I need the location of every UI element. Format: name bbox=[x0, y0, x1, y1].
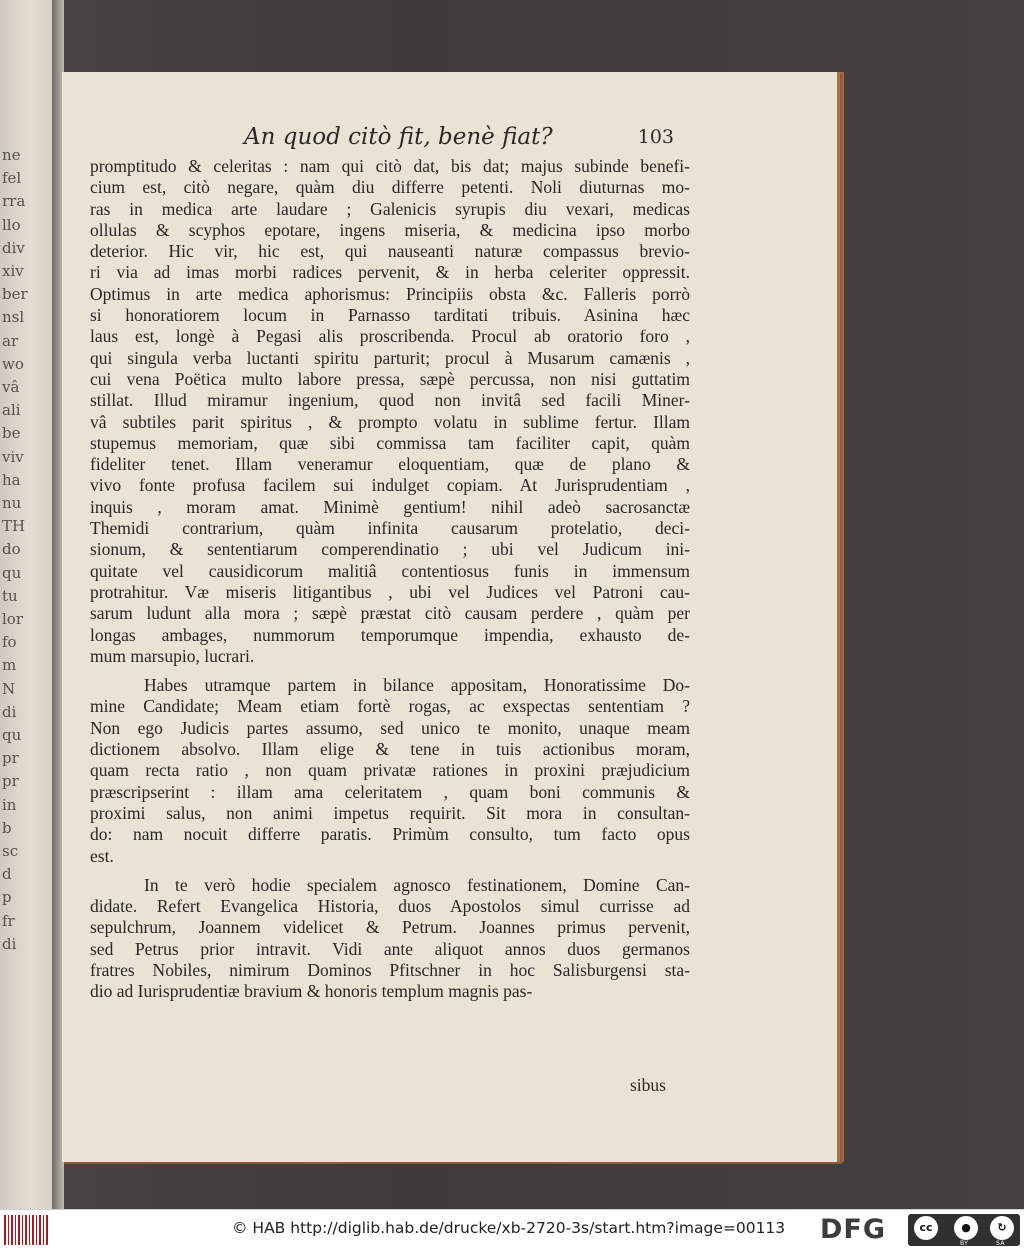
book-page bbox=[62, 72, 840, 1162]
previous-page-fragment: p bbox=[2, 890, 12, 906]
previous-page-fragment: ha bbox=[2, 472, 21, 488]
dfg-logo: DFG bbox=[820, 1214, 887, 1245]
previous-page-fragment: lor bbox=[2, 612, 23, 627]
text-line: fideliter tenet. Illam veneramur eloquentiam, quæ de plano & bbox=[90, 454, 690, 475]
page-number: 103 bbox=[637, 126, 674, 148]
previous-page-fragment: rra bbox=[2, 194, 26, 210]
text-line: do: nam nocuit differre paratis. Primùm consulto, tum facto opus bbox=[90, 824, 690, 845]
previous-page-fragment: div bbox=[2, 240, 25, 256]
text-line: proximi salus, non animi impetus requirit. Sit mora in consultan- bbox=[90, 802, 690, 823]
text-line: mum marsupio, lucrari. bbox=[90, 645, 255, 666]
previous-page-fragment: b bbox=[2, 820, 12, 836]
previous-page-fragment: m bbox=[2, 658, 17, 674]
footer-bar bbox=[0, 1209, 1024, 1250]
text-line: dio ad Iurisprudentiæ bravium & honoris templum magnis pas- bbox=[90, 981, 533, 1002]
text-line: Non ego Judicis partes assumo, sed unico te monito, unaque meam bbox=[90, 717, 690, 738]
text-line: stillat. Illud miramur ingenium, quod non invitâ sed facili Miner- bbox=[90, 390, 690, 411]
previous-page-fragment: d bbox=[2, 867, 12, 883]
text-line: laus est, longè à Pegasi alis proscribenda. Procul ab oratorio foro , bbox=[90, 326, 690, 347]
text-line: sed Petrus prior intravit. Vidi ante aliquot annos duos germanos bbox=[90, 938, 690, 959]
text-line: stupemus memoriam, quæ sibi commissa tam faciliter capit, quàm bbox=[90, 432, 690, 453]
previous-page-fragment: nu bbox=[2, 496, 22, 511]
cc-license-badge[interactable] bbox=[908, 1214, 1020, 1246]
running-title: An quod citò fit, benè fiat? bbox=[244, 124, 553, 150]
previous-page-fragment: di bbox=[2, 704, 17, 720]
text-line: est. bbox=[90, 845, 114, 866]
previous-page-fragment: xiv bbox=[2, 264, 24, 279]
previous-page-fragment: N bbox=[2, 681, 16, 697]
text-line: Themidi contrarium, quàm infinita causarum protelatio, deci- bbox=[90, 518, 690, 539]
text-line: protrahitur. Væ miseris litigantibus , ubi vel Judices vel Patroni cau- bbox=[90, 581, 690, 602]
text-line: ollulas & scyphos epotare, ingens miseria, & medicina ipso morbo bbox=[90, 219, 690, 240]
text-line: deterior. Hic vir, hic est, qui nauseanti naturæ compassus brevio- bbox=[90, 241, 690, 262]
text-line: si honoratiorem locum in Parnasso tarditati tribuis. Asinina hæc bbox=[90, 305, 690, 326]
text-line: præscripserint : illam ama celeritatem , quam boni communis & bbox=[90, 781, 690, 802]
previous-page-fragment: fel bbox=[2, 171, 22, 187]
text-line: ri via ad imas morbi radices pervenit, & in herba celeriter oppressit. bbox=[90, 262, 690, 283]
text-line: cui vena Poëtica multo labore pressa, sæpè percussa, non nisi guttatim bbox=[90, 368, 690, 389]
previous-page-fragment: fo bbox=[2, 635, 17, 651]
text-line: quitate vel causidicorum malitiâ contentiosus funis in immensum bbox=[90, 560, 690, 581]
previous-page-fragment: ali bbox=[2, 403, 21, 419]
text-line: vâ subtiles parit spiritus , & prompto volatu in sublime fertur. Illam bbox=[90, 411, 690, 432]
previous-page-fragment: viv bbox=[2, 449, 24, 465]
catchword: sibus bbox=[630, 1075, 666, 1095]
text-line: sarum ludunt alla mora ; sæpè præstat citò causam perdere , quàm per bbox=[90, 603, 690, 624]
text-line: qui singula verba luctanti spiritu parturit; procul à Musarum camænis , bbox=[90, 347, 690, 368]
text-line: inquis , moram amat. Minimè gentium! nihil adeò sacrosanctæ bbox=[90, 496, 690, 517]
previous-page-fragment: nsl bbox=[2, 310, 25, 326]
paragraph-gap bbox=[90, 667, 690, 675]
text-line: promptitudo & celeritas : nam qui citò dat, bis dat; majus subinde benefi- bbox=[90, 156, 690, 176]
text-line: cium est, citò negare, quàm diu differre petenti. Noli diuturnas mo- bbox=[90, 177, 690, 198]
previous-page-fragment: wo bbox=[2, 356, 24, 372]
previous-page-fragment: ber bbox=[2, 287, 28, 303]
text-line: sepulchrum, Joannem videlicet & Petrum. Joannes primus pervenit, bbox=[90, 917, 690, 938]
previous-page-fragment: vâ bbox=[2, 380, 20, 395]
previous-page-edge bbox=[0, 0, 52, 1209]
previous-page-fragment: pr bbox=[2, 774, 19, 790]
previous-page-fragment: be bbox=[2, 426, 21, 442]
previous-page-fragment: qu bbox=[2, 728, 22, 743]
text-line: didate. Refert Evangelica Historia, duos Apostolos simul currisse ad bbox=[90, 896, 690, 917]
text-line: sionum, & sententiarum comperendinatio ; ubi vel Judicum ini- bbox=[90, 539, 690, 560]
license-by-label: BY bbox=[960, 1240, 969, 1247]
page-text bbox=[90, 156, 690, 1003]
text-line: ras in medica arte laudare ; Galenicis syrupis diu vexari, medicas bbox=[90, 198, 690, 219]
license-sa-label: SA bbox=[996, 1240, 1006, 1247]
paragraph-gap bbox=[90, 867, 690, 875]
previous-page-fragment: pr bbox=[2, 751, 19, 767]
previous-page-fragment: do bbox=[2, 542, 21, 558]
text-line: vivo fonte profusa facilem sui indulget copiam. At Jurisprudentiam , bbox=[90, 475, 690, 496]
previous-page-fragment: tu bbox=[2, 588, 18, 604]
footer-credit-link[interactable]: © HAB http://diglib.hab.de/drucke/xb-2720-3s/start.htm?image=00113 bbox=[232, 1219, 786, 1237]
previous-page-fragment: sc bbox=[2, 844, 19, 859]
previous-page-fragment: in bbox=[2, 797, 17, 813]
text-line: dictionem absolvo. Illam elige & tene in tuis actionibus moram, bbox=[90, 739, 690, 760]
previous-page-fragment: di bbox=[2, 936, 17, 952]
text-line: fratres Nobiles, nimirum Dominos Pfitschner in hoc Salisburgensi sta- bbox=[90, 959, 690, 980]
cc-icon: cc bbox=[914, 1216, 938, 1240]
attribution-icon: ● bbox=[954, 1216, 978, 1240]
previous-page-fragment: qu bbox=[2, 565, 22, 581]
previous-page-fragment: llo bbox=[2, 217, 21, 233]
text-line: Habes utramque partem in bilance appositam, Honoratissime Do- bbox=[144, 675, 690, 696]
previous-page-fragment: TH bbox=[2, 519, 26, 535]
text-line: longas ambages, nummorum temporumque impendia, exhausto de- bbox=[90, 624, 690, 645]
share-alike-icon: ↻ bbox=[990, 1216, 1014, 1240]
text-line: Optimus in arte medica aphorismus: Principiis obsta &c. Falleris porrò bbox=[90, 283, 690, 304]
previous-page-fragment: ar bbox=[2, 333, 19, 349]
text-line: mine Candidate; Meam etiam fortè rogas, ac exspectas sententiam ? bbox=[90, 696, 690, 717]
text-line: quam recta ratio , non quam privatæ rationes in proxini præjudicium bbox=[90, 760, 690, 781]
previous-page-fragment: fr bbox=[2, 913, 15, 929]
hab-barcode-logo bbox=[4, 1215, 48, 1245]
previous-page-fragment: ne bbox=[2, 148, 21, 163]
running-head bbox=[244, 124, 674, 156]
text-line: In te verò hodie specialem agnosco festinationem, Domine Can- bbox=[144, 874, 690, 895]
